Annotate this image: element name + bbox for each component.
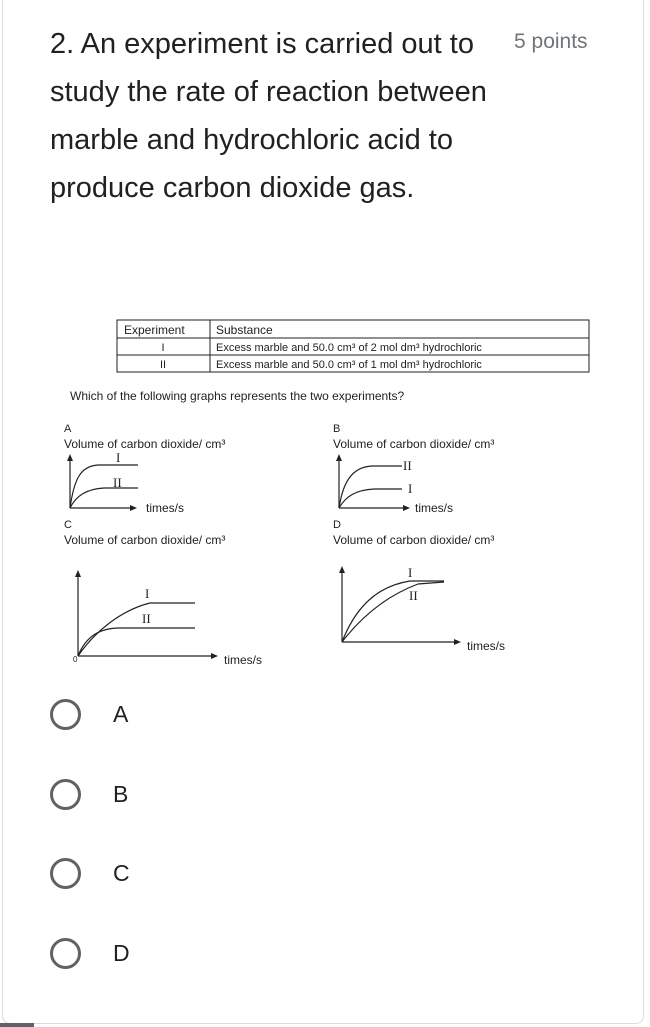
graph-ylabel: Volume of carbon dioxide/ cm³	[64, 533, 226, 547]
axis-arrow-icon	[130, 505, 137, 511]
option-label: A	[113, 700, 129, 727]
curve-upper	[342, 581, 444, 642]
radio-button[interactable]	[50, 938, 81, 969]
option-b[interactable]	[50, 774, 128, 814]
curve-upper	[70, 465, 138, 508]
graph-c	[64, 519, 262, 667]
graph-xlabel: times/s	[415, 501, 454, 515]
curve-lower	[78, 628, 195, 656]
graph-ylabel: Volume of carbon dioxide/ cm³	[333, 437, 495, 451]
option-label: C	[113, 859, 130, 886]
curve-label-lower: II	[142, 611, 151, 626]
curve-upper	[339, 466, 402, 508]
curve-label-lower: II	[409, 588, 418, 603]
curve-label-lower: I	[408, 481, 413, 496]
question-points: 5 points	[514, 30, 588, 53]
curve-label-upper: I	[145, 586, 150, 601]
graph-xlabel: times/s	[467, 639, 506, 653]
graph-xlabel: times/s	[146, 501, 185, 515]
axis-arrow-icon	[403, 505, 410, 511]
graph-ylabel: Volume of carbon dioxide/ cm³	[333, 533, 495, 547]
curve-lower	[70, 488, 138, 508]
question-image	[0, 300, 650, 680]
scroll-indicator	[0, 1023, 34, 1027]
axis-arrow-icon	[75, 570, 81, 577]
axis-arrow-icon	[211, 653, 218, 659]
graph-d	[333, 519, 505, 653]
figure-svg	[0, 300, 650, 680]
curve-lower	[339, 489, 402, 508]
graph-letter: A	[64, 423, 72, 435]
table-cell-substance: Excess marble and 50.0 cm³ of 2 mol dm³ hydrochloric	[216, 342, 482, 354]
question-title: 2. An experiment is carried out to study the rate of reaction between marble and hydrochloric acid to produce carbon dioxide gas.	[50, 28, 487, 204]
axis-arrow-icon	[336, 454, 342, 461]
option-label: B	[113, 780, 129, 807]
table-header-substance: Substance	[216, 323, 273, 337]
graph-ylabel: Volume of carbon dioxide/ cm³	[64, 437, 226, 451]
table-header-experiment: Experiment	[124, 323, 185, 337]
curve-lower	[342, 582, 444, 642]
table-cell-experiment: I	[161, 342, 165, 354]
option-a[interactable]	[50, 694, 128, 734]
graph-letter: C	[64, 519, 72, 531]
graph-b	[333, 423, 494, 515]
curve-label-lower: II	[113, 475, 122, 490]
option-d[interactable]	[50, 933, 130, 973]
axis-arrow-icon	[67, 454, 73, 461]
axis-arrow-icon	[339, 566, 345, 573]
curve-label-upper: II	[403, 458, 412, 473]
graph-letter: D	[333, 519, 341, 531]
graph-letter: B	[333, 423, 341, 435]
radio-button[interactable]	[50, 699, 81, 730]
graph-a	[64, 423, 225, 515]
option-c[interactable]	[50, 853, 130, 893]
origin-label: 0	[73, 655, 78, 664]
graph-prompt: Which of the following graphs represents the two experiments?	[70, 389, 405, 403]
curve-label-upper: I	[408, 565, 413, 580]
radio-button[interactable]	[50, 858, 81, 889]
table-cell-experiment: II	[159, 359, 167, 371]
graph-xlabel: times/s	[224, 653, 263, 667]
option-label: D	[113, 939, 130, 966]
table-cell-substance: Excess marble and 50.0 cm³ of 1 mol dm³ hydrochloric	[216, 359, 482, 371]
radio-button[interactable]	[50, 779, 81, 810]
axis-arrow-icon	[454, 639, 461, 645]
curve-upper	[78, 603, 195, 656]
curve-label-upper: I	[116, 450, 121, 465]
